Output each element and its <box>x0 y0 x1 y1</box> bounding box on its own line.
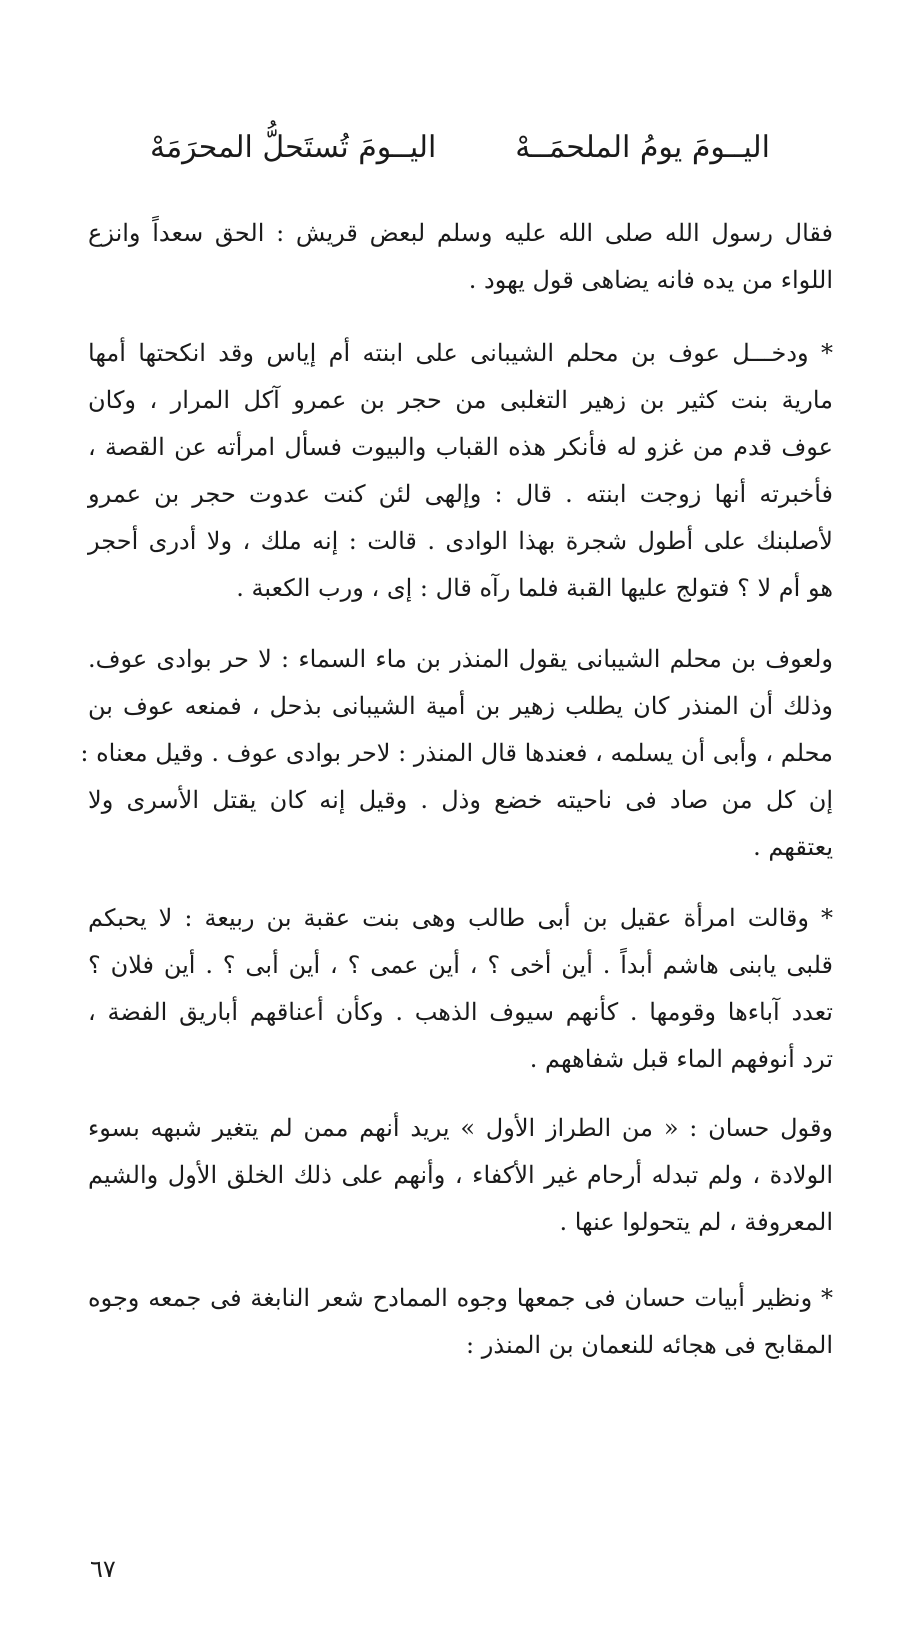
page-number: ٦٧ <box>90 1555 116 1583</box>
text-line: المعروفة ، لم يتحولوا عنها . <box>559 1208 833 1236</box>
text-line: عوف قدم من غزو له فأنكر هذه القباب والبيوت فسأل امرأته عن القصة ، <box>88 433 833 461</box>
text-line: * ونظير أبيات حسان فى جمعها وجوه الممادح شعر النابغة فى جمعه وجوه <box>88 1284 833 1312</box>
paragraph-5 <box>88 1105 833 1246</box>
paragraph-1 <box>88 210 833 304</box>
text-line: يعتقهم . <box>753 833 833 861</box>
paragraph-4 <box>88 895 833 1083</box>
paragraph-3 <box>80 636 833 871</box>
text-line: ولعوف بن محلم الشيبانى يقول المنذر بن ماء السماء : لا حر بوادى عوف. <box>88 645 833 673</box>
text-line: فقال رسول الله صلى الله عليه وسلم لبعض قريش : الحق سعداً وانزع <box>88 219 833 247</box>
text-line: ترد أنوفهم الماء قبل شفاههم . <box>529 1045 833 1073</box>
text-line: مارية بنت كثير بن زهير التغلبى من حجر بن عمرو آكل المرار ، وكان <box>88 386 833 414</box>
text-line: * ودخـــل عوف بن محلم الشيبانى على ابنته أم إياس وقد انكحتها أمها <box>88 339 833 367</box>
text-line: وقول حسان : « من الطراز الأول » يريد أنهم ممن لم يتغير شبهه بسوء <box>88 1114 833 1142</box>
text-line: تعدد آباءها وقومها . كأنهم سيوف الذهب . وكأن أعناقهم أباريق الفضة ، <box>88 998 833 1026</box>
text-line: لأصلبنك على أطول شجرة بهذا الوادى . قالت : إنه ملك ، ولا أدرى أحجر <box>88 527 833 555</box>
text-line: الولادة ، ولم تبدله أرحام غير الأكفاء ، وأنهم على ذلك الخلق الأول والشيم <box>88 1161 833 1189</box>
text-line: قلبى يابنى هاشم أبداً . أين أخى ؟ ، أين عمى ؟ ، أين أبى ؟ . أين فلان ؟ <box>88 951 833 979</box>
verse-hemistich-2: اليــومَ تُستَحلُّ المحرَمَهْ <box>150 130 437 165</box>
text-line: فأخبرته أنها زوجت ابنته . قال : وإلهى لئن كنت عدوت حجر بن عمرو <box>88 480 833 508</box>
poem-verse <box>150 130 770 165</box>
verse-hemistich-1: اليــومَ يومُ الملحمَــهْ <box>515 130 770 165</box>
text-line: إن كل من صاد فى ناحيته خضع وذل . وقيل إنه كان يقتل الأسرى ولا <box>88 786 833 814</box>
text-line: محلم ، وأبى أن يسلمه ، فعندها قال المنذر : لاحر بوادى عوف . وقيل معناه : <box>80 739 833 767</box>
text-line: هو أم لا ؟ فتولج عليها القبة فلما رآه قال : إى ، ورب الكعبة . <box>236 574 833 602</box>
text-line: * وقالت امرأة عقيل بن أبى طالب وهى بنت عقبة بن ربيعة : لا يحبكم <box>88 904 833 932</box>
paragraph-6 <box>88 1275 833 1369</box>
paragraph-2 <box>88 330 833 612</box>
text-line: اللواء من يده فانه يضاهى قول يهود . <box>468 266 833 294</box>
text-line: وذلك أن المنذر كان يطلب زهير بن أمية الشيبانى بذحل ، فمنعه عوف بن <box>88 692 833 720</box>
text-line: المقابح فى هجائه للنعمان بن المنذر : <box>466 1331 833 1359</box>
